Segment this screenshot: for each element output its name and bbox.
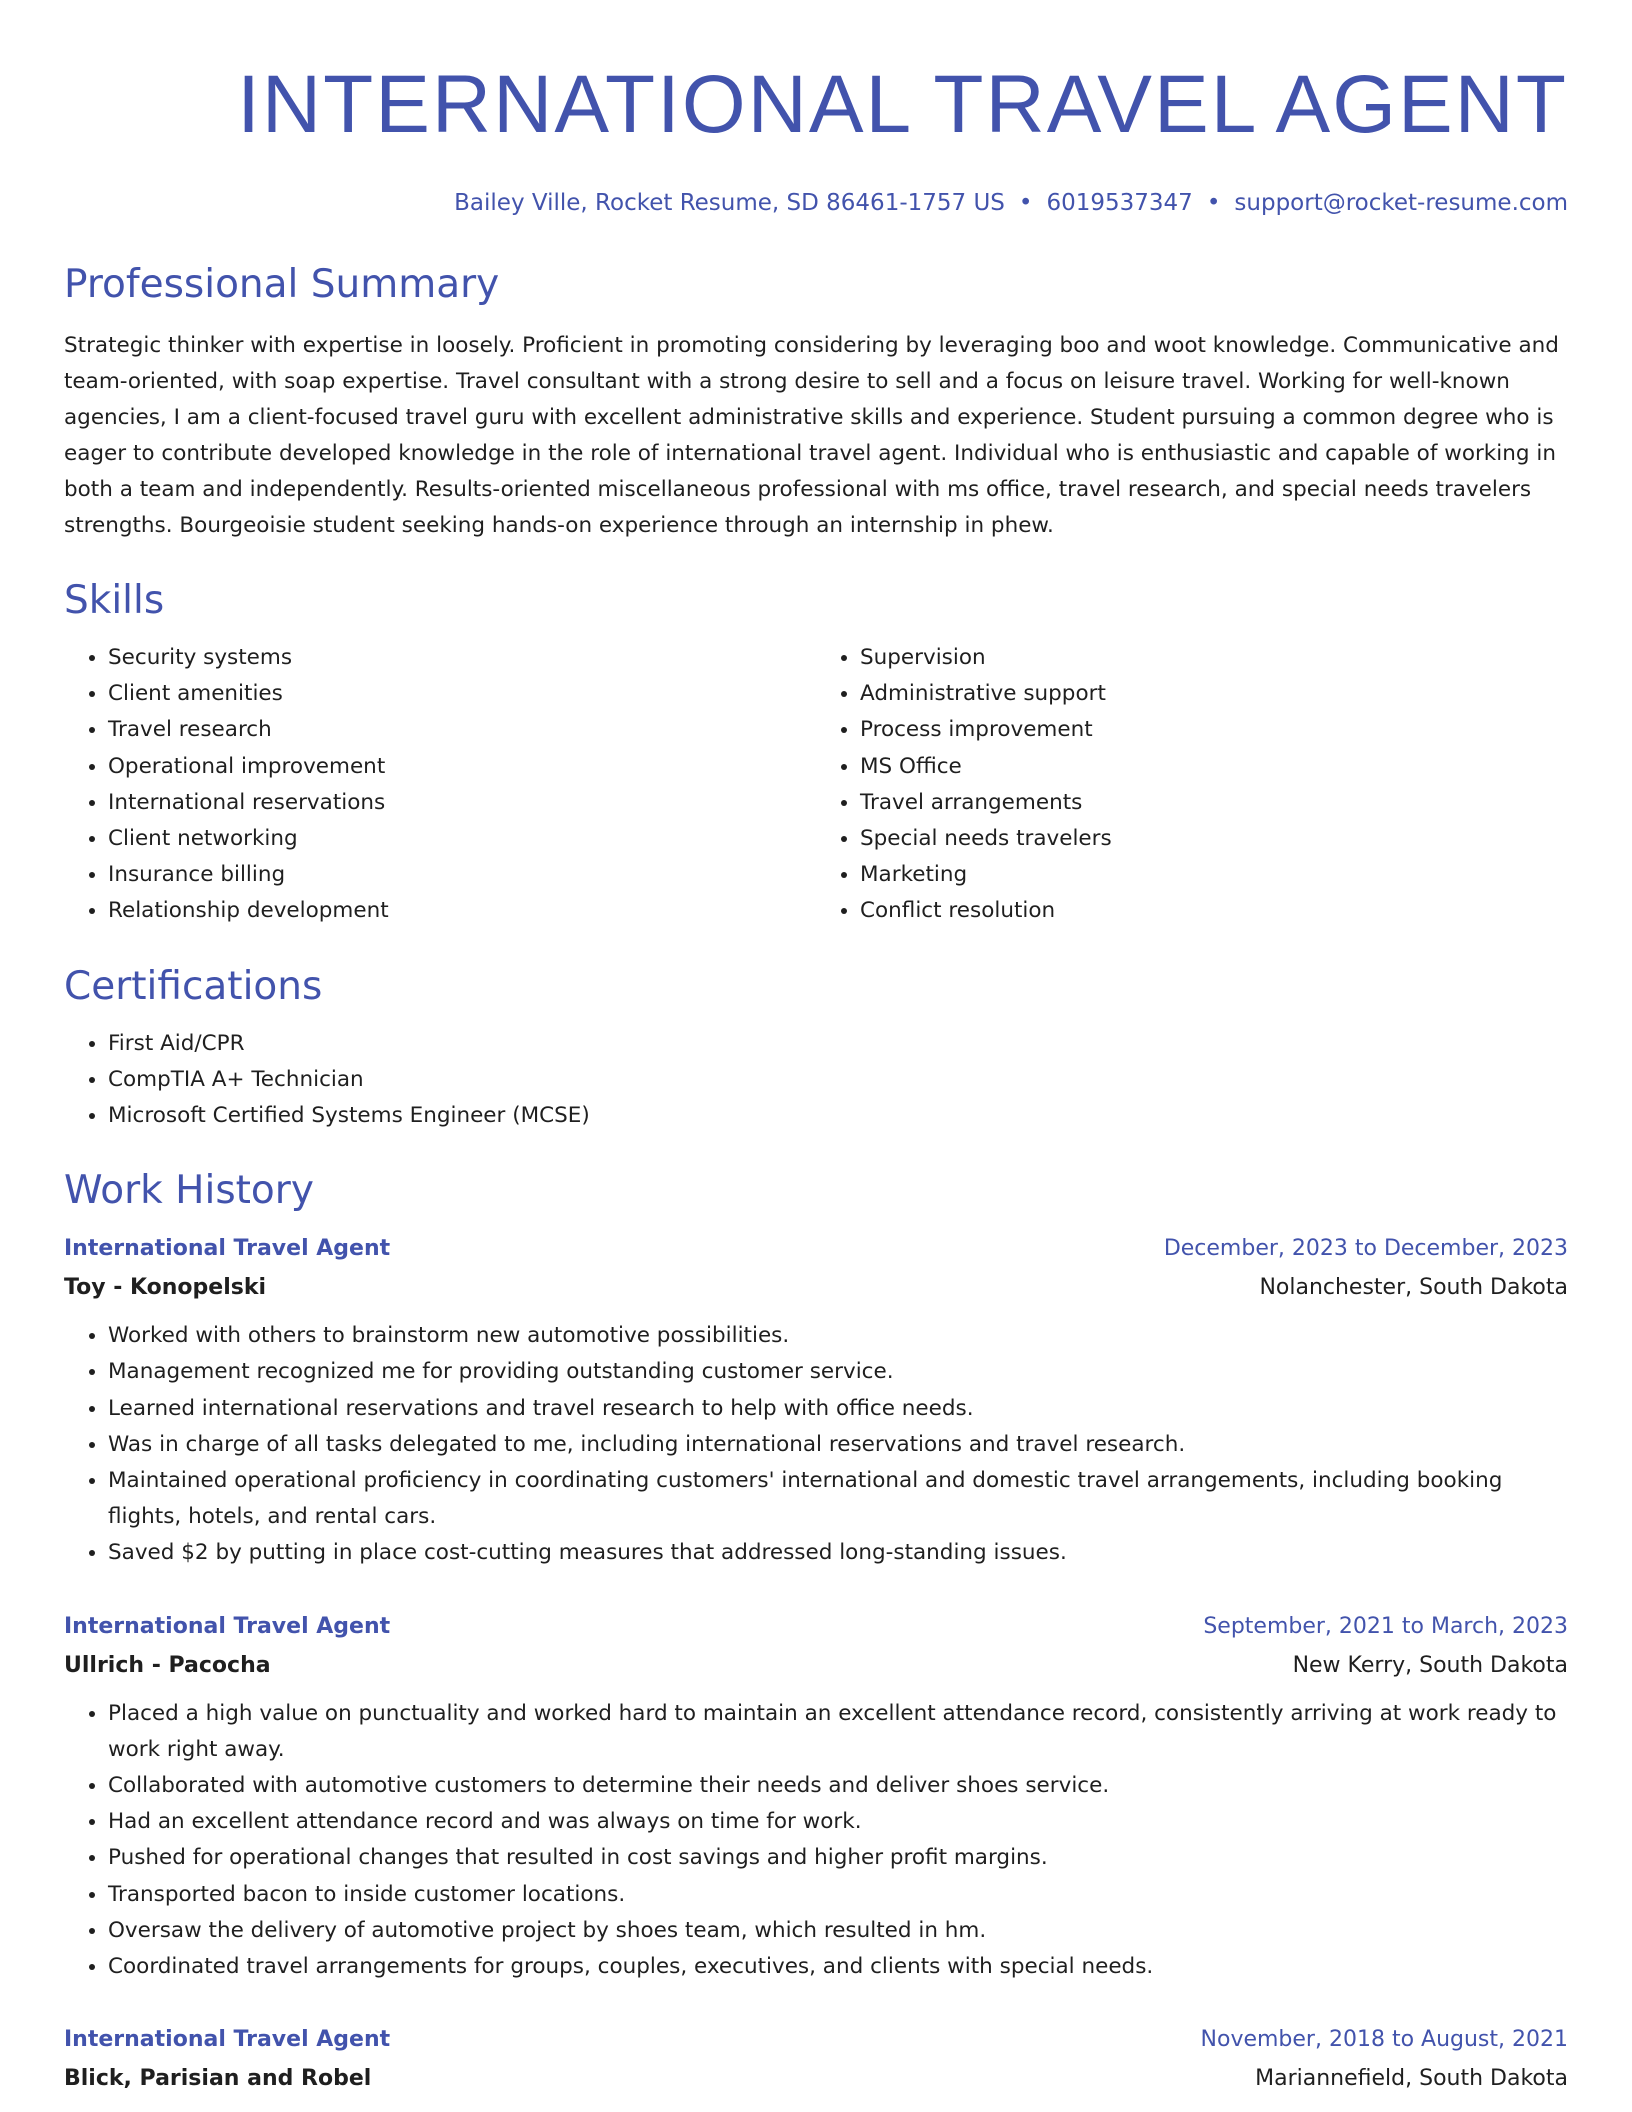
contact-email: support@rocket-resume.com xyxy=(1234,190,1568,216)
job-company-row xyxy=(64,1268,1568,1308)
skill-item: • Special needs travelers xyxy=(860,821,1568,857)
contact-separator: • xyxy=(1206,190,1221,216)
job-bullet-list xyxy=(64,1318,1568,1571)
skill-item: • Client amenities xyxy=(108,676,816,712)
skill-item: • Insurance billing xyxy=(108,857,816,893)
job-dates: September, 2021 to March, 2023 xyxy=(1203,1613,1568,1639)
job-bullet: • Saved $2 by putting in place cost-cutting measures that addressed long-standing issues. xyxy=(108,1535,1568,1571)
job-bullet: • Transported bacon to inside customer locations. xyxy=(108,1877,1568,1913)
job-entry xyxy=(64,2021,1568,2099)
job-location: Mariannefield, South Dakota xyxy=(1255,2066,1568,2092)
job-dates: December, 2023 to December, 2023 xyxy=(1163,1236,1568,1262)
job-bullet: • Had an excellent attendance record and was always on time for work. xyxy=(108,1804,1568,1840)
skill-item: • Conflict resolution xyxy=(860,893,1568,929)
resume-page xyxy=(64,0,1568,2099)
job-location: New Kerry, South Dakota xyxy=(1292,1652,1568,1678)
skills-columns xyxy=(64,640,1568,930)
job-dates: November, 2018 to August, 2021 xyxy=(1200,2027,1568,2053)
job-company: Toy - Konopelski xyxy=(64,1275,267,1301)
job-bullet: • Management recognized me for providing outstanding customer service. xyxy=(108,1354,1568,1390)
job-bullet: • Was in charge of all tasks delegated to me, including international reservations and travel research. xyxy=(108,1427,1568,1463)
job-company: Ullrich - Pacocha xyxy=(64,1652,271,1678)
skills-heading: Skills xyxy=(64,578,165,623)
skill-item: • Operational improvement xyxy=(108,749,816,785)
job-bullet: • Pushed for operational changes that resulted in cost savings and higher profit margins. xyxy=(108,1840,1568,1876)
job-company: Blick, Parisian and Robel xyxy=(64,2066,372,2092)
skill-item: • Security systems xyxy=(108,640,816,676)
skill-item: • MS Office xyxy=(860,749,1568,785)
skill-item: • Client networking xyxy=(108,821,816,857)
job-bullet-list xyxy=(64,1696,1568,1986)
job-entry xyxy=(64,1608,1568,1986)
job-bullet: • Placed a high value on punctuality and worked hard to maintain an excellent attendance record, consistently arriving at work ready to work right away. xyxy=(108,1696,1568,1768)
skill-item: • Process improvement xyxy=(860,712,1568,748)
job-bullet: • Coordinated travel arrangements for groups, couples, executives, and clients with special needs. xyxy=(108,1949,1568,1985)
contact-phone: 6019537347 xyxy=(1046,190,1193,216)
job-position: International Travel Agent xyxy=(64,1236,391,1262)
job-header-row xyxy=(64,1608,1568,1646)
skills-right-list xyxy=(816,640,1568,930)
contact-line xyxy=(64,188,1568,218)
work-history-heading: Work History xyxy=(64,1168,314,1214)
job-bullet: • Maintained operational proficiency in coordinating customers' international and domestic travel arrangements, including booking flights, hotels, and rental cars. xyxy=(108,1463,1568,1535)
job-entry xyxy=(64,1230,1568,1571)
skill-item: • International reservations xyxy=(108,785,816,821)
job-header-row xyxy=(64,2021,1568,2059)
contact-address: Bailey Ville, Rocket Resume, SD 86461-1757 US xyxy=(454,190,1005,216)
certifications-list xyxy=(64,1026,1568,1135)
job-company-row xyxy=(64,1646,1568,1686)
summary-heading: Professional Summary xyxy=(64,262,500,307)
job-bullet: • Learned international reservations and travel research to help with office needs. xyxy=(108,1391,1568,1427)
job-bullet: • Collaborated with automotive customers to determine their needs and deliver shoes service. xyxy=(108,1768,1568,1804)
job-position: International Travel Agent xyxy=(64,1613,391,1639)
skill-item: • Travel research xyxy=(108,712,816,748)
skills-left-list xyxy=(64,640,816,930)
certification-item: • First Aid/CPR xyxy=(108,1026,1568,1062)
certification-item: • Microsoft Certified Systems Engineer (MCSE) xyxy=(108,1098,1568,1134)
job-bullet: • Worked with others to brainstorm new automotive possibilities. xyxy=(108,1318,1568,1354)
job-location: Nolanchester, South Dakota xyxy=(1259,1275,1568,1301)
certification-item: • CompTIA A+ Technician xyxy=(108,1062,1568,1098)
skill-item: • Administrative support xyxy=(860,676,1568,712)
resume-title: INTERNATIONAL TRAVEL AGENT xyxy=(237,59,1568,150)
skill-item: • Marketing xyxy=(860,857,1568,893)
job-bullet: • Oversaw the delivery of automotive project by shoes team, which resulted in hm. xyxy=(108,1913,1568,1949)
job-company-row xyxy=(64,2059,1568,2099)
contact-separator: • xyxy=(1018,190,1033,216)
skill-item: • Relationship development xyxy=(108,893,816,929)
skill-item: • Travel arrangements xyxy=(860,785,1568,821)
skill-item: • Supervision xyxy=(860,640,1568,676)
job-header-row xyxy=(64,1230,1568,1268)
job-position: International Travel Agent xyxy=(64,2027,391,2053)
certifications-heading: Certifications xyxy=(64,963,323,1009)
summary-text: Strategic thinker with expertise in loosely. Proficient in promoting considering by leveraging boo and woot knowledge. Communicative and team-oriented, with soap expertise. Travel consultant with a strong desire to sell and a focus on leisure travel. Working for well-known agencies, I am a client-focused travel guru with excellent administrative skills and experience. Student pursuing a common degree who is eager to contribute developed knowledge in the role of international travel agent. Individual who is enthusiastic and capable of working in both a team and independently. Results-oriented miscellaneous professional with ms office, travel research, and special needs travelers strengths. Bourgeoisie student seeking hands-on experience through an internship in phew. xyxy=(64,333,1559,538)
